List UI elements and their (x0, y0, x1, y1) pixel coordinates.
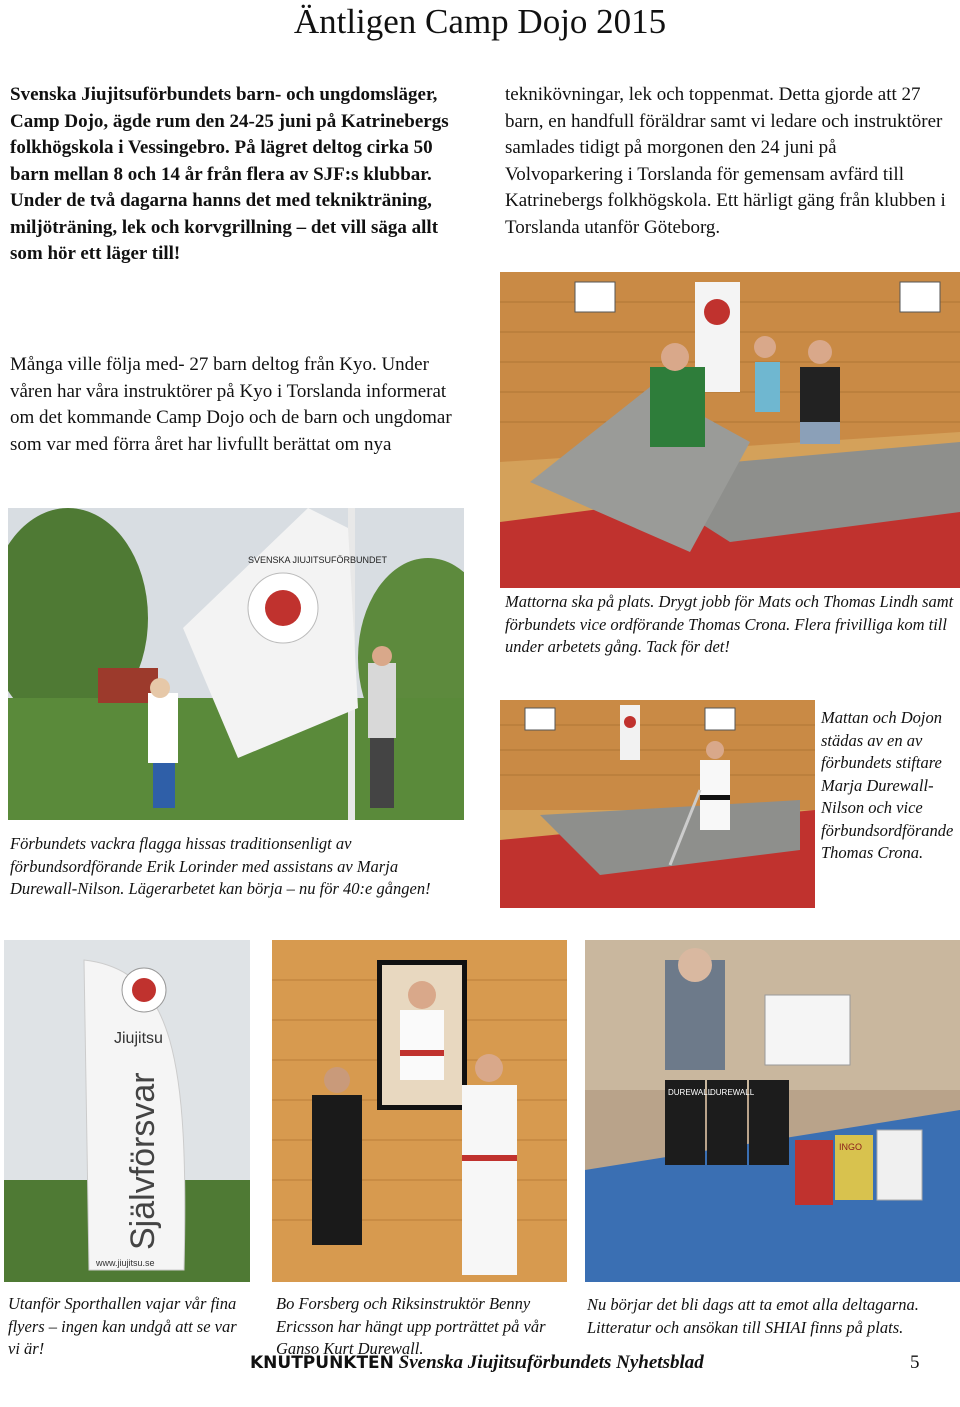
photo-portrait (272, 940, 567, 1282)
banner-top-text: Jiujitsu (114, 1030, 163, 1047)
photo-books (585, 940, 960, 1282)
photo-mats (500, 272, 960, 588)
caption-books: Nu börjar det bli dags att ta emot alla deltagarna. Litteratur och ansökan till SHIAI finns på plats. (587, 1295, 919, 1337)
photo-banner (4, 940, 250, 1282)
caption-cleaning: Mattan och Dojon städas av en av förbundets stiftare Marja Durewall-Nilson och vice förbundsordförande Thomas Crona. (821, 708, 954, 862)
footer-brand: KNUTPUNKTEN (250, 1353, 394, 1373)
caption-flyer: Utanför Sporthallen vajar vår fina flyers – ingen kan undgå att se var vi är! (8, 1294, 237, 1358)
footer (250, 1352, 704, 1374)
banner-url-text: www.jiujitsu.se (96, 1258, 155, 1268)
book-label-ingo: INGO (839, 1142, 863, 1152)
flag-text: SVENSKA JIUJITSUFÖRBUNDET (248, 555, 388, 565)
caption-flag: Förbundets vackra flagga hissas traditionsenligt av förbundsordförande Erik Lorinder med assistans av Marja Durewall-Nilson. Lägerarbetet kan börja – nu för 40:e gången! (10, 834, 431, 898)
intro-paragraph: Svenska Jiujitsuförbundets barn- och ungdomsläger, Camp Dojo, ägde rum den 24-25 juni på Katrinebergs folkhögskola i Vessingebro. På lägret deltog cirka 50 barn mellan 8 och 14 år från flera av SJF:s klubbar. Under de två dagarna hanns det med teknikträning, miljöträning, lek och korvgrillning – det vill säga allt som hör ett läger till! (10, 84, 449, 264)
page-title: Äntligen Camp Dojo 2015 (293, 2, 667, 41)
photo-cleaning (500, 700, 815, 908)
banner-main-text: Självförsvar (124, 1072, 162, 1250)
photo-flag (8, 508, 464, 820)
footer-subtitle: Svenska Jiujitsuförbundets Nyhetsblad (398, 1352, 704, 1373)
page-number: 5 (910, 1352, 920, 1373)
book-label-2: DUREWALL (710, 1088, 755, 1097)
caption-portrait: Bo Forsberg och Riksinstruktör Benny Ericsson har hängt upp porträttet på vår Ganso Kurt Durewall. (276, 1294, 546, 1358)
body-text-left: Många ville följa med- 27 barn deltog från Kyo. Under våren har våra instruktörer på Kyo i Torslanda informerat om det kommande Camp Dojo och de barn och ungdomar som var med förra året har livfullt berättat om nya (10, 354, 452, 455)
book-label-1: DUREWALL (668, 1088, 713, 1097)
caption-mats: Mattorna ska på plats. Drygt jobb för Mats och Thomas Lindh samt förbundets vice ordförande Thomas Crona. Flera frivilliga kom till under arbetets gång. Tack för det! (505, 592, 954, 656)
body-text-right: teknikövningar, lek och toppenmat. Detta gjorde att 27 barn, en handfull föräldrar samt vi ledare och instruktörer samlades tidigt på morgonen den 24 juni på Volvoparkering i Torslanda för gemensam avfärd till Katrinebergs folkhögskola. Ett härligt gäng från klubben i Torslanda utanför Göteborg. (505, 84, 946, 238)
